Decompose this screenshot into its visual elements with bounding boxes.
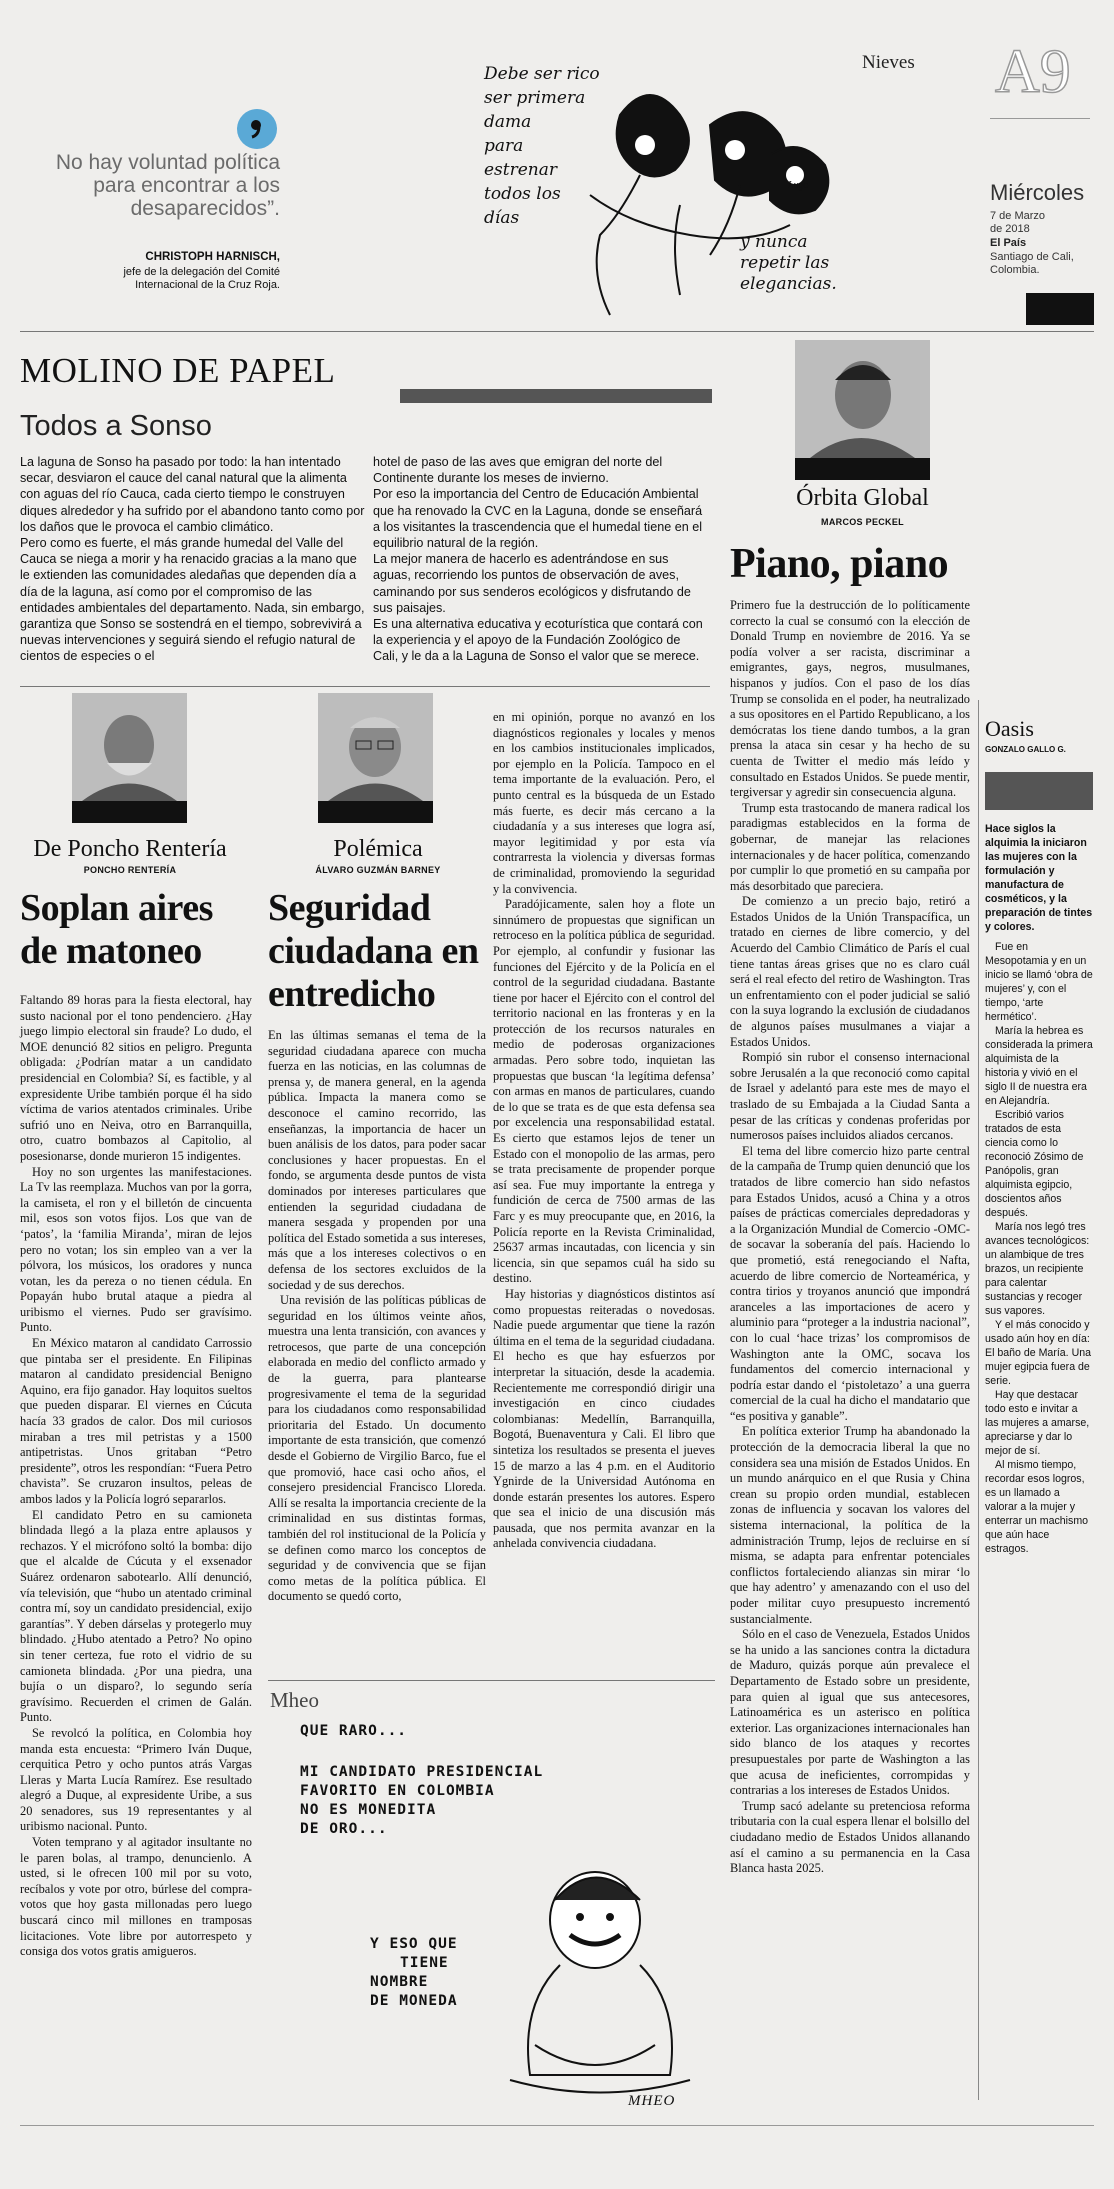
cartoon-line: estrenar [484,160,558,180]
cartoon-left-text [484,62,600,230]
cartoon-line: ser primera [484,88,586,108]
mheo-line: MI CANDIDATO PRESIDENCIAL [300,1764,544,1780]
paragraph: La laguna de Sonso ha pasado por todo: la han intentado secar, desviaron el cauce del canal natural que la alimenta con aguas del río Cauca, cada cierto tiempo le construyen diques alrededor y ha sufrido por el abandono tanto como por los daños que le provoca el cambio climático. [20,455,365,534]
mheo-line: DE MONEDA [370,1993,458,2009]
mheo-line: DE ORO... [300,1821,388,1837]
paragraph: Escribió varios tratados de esta ciencia como lo reconoció Zósimo de Panópolis, gran alquimista egipcio, doscientos años después. [985,1109,1084,1219]
header-date: 7 de Marzo de 2018 [990,210,1046,235]
paragraph: Por eso la importancia del Centro de Educación Ambiental que ha renovado la CVC en la Laguna, donde se enseñará a los visitantes la trascendencia que el humedal tiene en el equilibrio natural de la región. [373,487,703,551]
quote-text: No hay voluntad política para encontrar a los desaparecidos”. [55,151,280,220]
author-photo-guzman [318,693,433,823]
headline-line: Soplan aires [20,887,213,929]
header-rule [990,118,1090,119]
oasis-black-box [985,772,1093,810]
portrait-icon [795,340,930,458]
header-newspaper: El País [990,237,1027,249]
paragraph: En las últimas semanas el tema de la seguridad ciudadana aparece con mucha fuerza en las noticias, en las columnas de prensa y, de manera general, en la agenda pública. Impacta la manera como se desconoce el camino recorrido, las enseñanzas, la importancia de hacer un buen análisis de los datos, para poder sacar conclusiones y hacer propuestas. En el fondo, se argumenta desde puntos de vista dominados por intereses particulares que entienden la seguridad ciudadana de manera sesgada y propenden por una política del Estado sometida a sus intereses, más que a los intereses colectivos o en defensa de los sectores excluidos de la sociedad y de sus derechos. [268,1028,486,1292]
paragraph: En política exterior Trump ha abandonado la protección de la democracia liberal la que no considera sea una misión de Estados Unidos. En un mundo anárquico en el que Rusia y China crean su propio orden mundial, establecen zonas de influencia y socavan los valores del sistema internacional, la política de la administración Trump, lejos de recluirse en sí misma, se adapta para enfrentar potenciales conflictos fortaleciendo alianzas sin mirar ‘lo que hay adentro’ y amenazando con el uso del poder militar cuyo presupuesto incrementó sustancialmente. [730,1424,970,1626]
mheo-line: FAVORITO EN COLOMBIA [300,1783,495,1799]
molino-title-bar [400,389,712,403]
paragraph: en mi opinión, porque no avanzó en los diagnósticos regionales y locales y menos en los cambios institucionales implicados, por ejemplo en la Policía. Tampoco en el tema importante de la evaluación. Pero, el punto central es la búsqueda de un Estado más fuerte, es decir más cercano a la ciudadanía y a sus intereses que logra así, mayor legitimidad y por esta vía contrarresta la violencia y diversas formas de criminalidad, promoviendo la seguridad y la convivencia. [493,710,715,896]
polemica-col2 [493,710,715,1552]
paragraph: Trump sacó adelante su pretenciosa reforma tributaria con la cual espera llenar el bolsillo del ciudadano medio de Estados Unidos allanando así el camino a su permanencia en la Casa Blanca hasta 2025. [730,1798,970,1876]
mheo-line: TIENE [400,1955,449,1971]
oasis-divider [978,700,979,2100]
candidate-caricature [490,1865,710,2100]
mheo-text-2 [370,1935,458,2011]
cartoon-signature: Lugo [788,180,809,191]
cartoon-line: elegancias. [740,274,837,294]
poncho-body [20,993,252,1960]
paragraph: Hay historias y diagnósticos distintos así como propuestas reiteradas o novedosas. Nadie puede argumentar que tiene la razón última en el tema de la seguridad ciudadana. El hecho es que hay esfuerzos por interpretar la situación, desde la academia. Recientemente me correspondió dirigir una investigación en cinco ciudades colombianas: Medellín, Barranquilla, Bogotá, Buenaventura y Cali. El libro que sintetiza los resultados se presenta el jueves 15 de marzo a las 4 p.m. en el Auditorio Ygnirde de la Universidad Autónoma en donde estarán presentes los autores. Espero que sea el inicio de una discusión más pausada, que nos permita avanzar en la anhelada convivencia ciudadana. [493,1286,715,1551]
headline-line: ciudadana en [268,930,479,972]
mheo-divider [268,1680,715,1681]
oasis-author: GONZALO GALLO G. [985,745,1066,754]
molino-col1 [20,454,365,665]
paragraph: María la hebrea es considerada la primera alquimista de la historia y vivió en el siglo II de nuestra era en Alejandría. [985,1025,1093,1107]
paragraph: Voten temprano y al agitador insultante no le paren bolas, al trampo, denuncienlo. A usted, si le ofrecen 100 mil por su voto, recíbalos y vote por otro, búrlese del compra-votos que hoy gasta millonadas pero luego buscará cinco mil millones en tramposas licitaciones. Vote libre por autorrespeto y consiga dos votos gratis amigueros. [20,1835,252,1959]
quote-mark-icon [237,109,277,149]
mheo-line: QUE RARO... [300,1723,408,1739]
paragraph: Paradójicamente, salen hoy a flote un sinnúmero de propuestas que significan un retroceso en la política pública de seguridad. Por ejemplo, al confundir y fusionar las funciones del Ejército y de la Policía en el control de la seguridad ciudadana. Bastante tiene por hacer el Ejército con el control del territorio nacional en las fronteras y en la protección de los recursos naturales en medio de poderosas organizaciones armadas. Pero sobre todo, inquietan las propuestas que buscan ‘la legítima defensa’ con armas en manos de particulares, cuando de lo que se trata es de que esta defensa sea por excelencia una responsabilidad estatal. Es cierto que estamos lejos de tener un Estado con el monopolio de las armas, pero se trata precisamente de propender porque así sea. Fue muy importante la entrega y fundición de cerca de 7500 armas de las Farc y es muy preocupante que, en 2016, la Policía reporte en la Revista Criminalidad, 25637 armas incautadas, con licencia y sin licencia, sin que sepamos cuál ha sido su destino. [493,897,715,1286]
mheo-label: Mheo [270,1688,319,1712]
author-photo-renteria [72,693,187,823]
cartoon-line: Debe ser rico [484,64,600,84]
molino-section-title: MOLINO DE PAPEL [20,351,336,390]
mid-divider [20,686,710,687]
paragraph: El tema del libre comercio hizo parte central de la campaña de Trump quien denunció que los tratados de libre comercio han sido nefastos para Estados Unidos, acusó a China y a otros países de prácticas comerciales depredadoras y a la Organización Mundial de Comercio -OMC- de socavar la soberanía del país. Haciendo lo que prometió, está renegociando el Nafta, acuerdo de libre comercio de Norteamérica, y contra tirios y troyanos anunció que impondrá aranceles a las importaciones de acero y aluminio para “proteger a la industria nacional”, con lo cual ‘hace trizas’ los compromisos de Washington ante la OMC, socava los fundamentos del comercio internacional y podría estar dando el ‘pistoletazo’ a una guerra comercial de la cual ha dicho el mandatario que “es positiva y ganable”. [730,1143,970,1423]
mheo-line: NO ES MONEDITA [300,1802,437,1818]
paragraph: Y el más conocido y usado aún hoy en día: El baño de María. Una mujer egipcia fuera de serie. [985,1319,1091,1387]
paragraph: hotel de paso de las aves que emigran del norte del Continente durante los meses de invierno. [373,455,663,486]
paragraph: Hay que destacar todo esto e invitar a las mujeres a amarse, apreciarse y dar lo mejor de sí. [985,1389,1090,1457]
molino-title: Todos a Sonso [20,410,212,442]
paragraph: Una revisión de las políticas públicas de seguridad en los últimos veinte años, muestra una lenta transición, con avances y retrocesos, que parte de una concepción elaborada en medio del conflicto armado y de la guerra, para plantearse progresivamente el tema de la seguridad para los ciudadanos como responsabilidad prioritaria del Estado. Un documento importante de esta transición, que comenzó desde el Gobierno de Virgilio Barco, fue el que promovió, hace casi ocho años, el consejero presidencial Francisco Lloreda. Allí se resalta la importancia creciente de la criminalidad en sus distintas formas, también del rol institucional de la Policía y se definen como marco los conceptos de seguridad y de convivencia que se fijan como metas de la política pública. El documento se quedó corto, [268,1293,486,1604]
portrait-icon [72,693,187,801]
paragraph: En México mataron al candidato Carrossio que pintaba ser el presidente. En Filipinas mataron al candidato presidencial Benigno Aquino, era fijo ganador. Hay loquitos sueltos que pueden disparar. El viernes en Cúcuta hacía 33 grados de calor. Dos mil curiosos miraban a tres mil petristas y a 1500 antipetristas. Unos gritaban “Petro presidente”, otros les respondían: “Fuera Petro chavista”. Se cruzaron insultos, peleas de ambos lados y la Policía logró separarlos. [20,1336,252,1506]
oasis-column-name: Oasis [985,716,1034,741]
headline-line: Seguridad [268,887,431,929]
poncho-author: PONCHO RENTERÍA [83,865,177,875]
mheo-line: Y ESO QUE [370,1936,458,1952]
orbita-author: MARCOS PECKEL [821,517,904,527]
paragraph: Fue en Mesopotamia y en un inicio se llamó ‘obra de mujeres’ y, con el tiempo, ‘arte hermético’. [985,941,1093,1023]
polemica-headline [268,887,478,1016]
cartoon-line: y nunca [740,232,808,252]
paragraph: Es una alternativa educativa y ecoturística que contará con la experiencia y el apoyo de la Fundación Zoológico de Cali, y le da a la Laguna de Sonso el valor que se merece. [373,617,703,664]
paragraph: Al mismo tiempo, recordar esos logros, es un llamado a valorar a la mujer y enterrar un machismo que aún hace estragos. [985,1459,1089,1555]
poncho-column-name: De Poncho Rentería [33,836,227,862]
portrait-icon [318,693,433,801]
paragraph: De comienzo a un precio bajo, retiró a Estados Unidos de la Unión Transpacífica, un tratado en ciernes de libre comercio, y del Acuerdo del Cambio Climático de París el cual tiene tantas áreas grises que no es claro cuál será el real efecto del retiro de Washington. Tras un enfrentamiento con el poder judicial se salió con la suya logrando la exclusión de ciudadanos de algunos países musulmanes a viajar a Estados Unidos. [730,894,970,1049]
paragraph: Pero como es fuerte, el más grande humedal del Valle del Cauca se niega a morir y ha renacido gracias a la mano que le extienden las comunidades aledañas que dependen día a día de la laguna, así como por el compromiso de las entidades ambientales del departamento. Nada, sin embargo, garantiza que Sonso se sostendrá en el tiempo, sobrevivirá a nuevas intervenciones y seguirá siendo el refugio natural de cientos de especies o el [20,536,365,664]
paragraph: La mejor manera de hacerlo es adentrándose en sus aguas, recorriendo los puntos de observación de aves, caminando por sus senderos ecológicos y disfrutando de sus paisajes. [373,552,691,615]
polemica-author: ÁLVARO GUZMÁN BARNEY [315,865,441,875]
headline-line: de matoneo [20,930,202,972]
mheo-text [300,1722,543,1839]
molino-col2 [373,454,708,665]
cartoon-right-text [740,232,837,295]
cartoon-line: días [484,208,520,228]
header-city: Santiago de Cali, Colombia. [990,251,1074,276]
polemica-column-name: Polémica [333,836,423,862]
bottom-rule [20,2125,1094,2126]
page-number: A9 [995,38,1071,106]
paragraph: Primero fue la destrucción de lo políticamente correcto la cual se consumó con la elección de Donald Trump en noviembre de 2016. Ya se podía volver a ser racista, discriminar a emigrantes, gays, negros, musulmanes, hispanos y judíos. Con el paso de los días Trump se consolida en el poder, ha neutralizado a sus opositores en el Partido Republicano, a los demócratas los tiene dando tumbos, a la gran prensa la ataca sin cesar y ha hecho de su cuenta de Twitter el medio más leído y consultado en Estados Unidos. Se puede mentir, tergiversar y agredir sin consecuencia alguna. [730,598,970,800]
cartoon-line: repetir las [740,253,830,273]
author-photo-peckel [795,340,930,480]
paragraph: Hoy no son urgentes las manifestaciones. La Tv las reemplaza. Muchos van por la gorra, la camiseta, el ron y el billetón de cincuenta mil, esos son votos fijos. Los que van de ‘patos’, la ‘familia Miranda’, miran de lejos pero no votan; los sin empleo van a ver la pólvora, los músicos, los oradores y nunca votan, les da pereza o no tienen cédula. En Popayán hubo brutal ataque a piedra al uribismo el viernes. Pudo ser gravísimo. Punto. [20,1164,252,1335]
header-day: Miércoles [990,180,1085,205]
orbita-headline: Piano, piano [730,541,949,587]
poncho-headline [20,887,213,973]
quote-author: CHRISTOPH HARNISCH, [145,251,280,263]
orbita-column-name: Órbita Global [796,485,929,511]
paragraph: Rompió sin rubor el consenso internacional sobre Jerusalén a la que reconoció como capital de Israel y adelantó para este mes de mayo el traslado de su Embajada a la Ciudad Santa a pesar de las críticas y condenas proferidas por numerosos países incluidos aliados cercanos. [730,1050,970,1143]
mheo-signature: MHEO [628,2093,676,2109]
paragraph: El candidato Petro en su camioneta blindada llegó a la plaza entre aplausos y rechazos. Y el micrófono soltó la bomba: dijo que el alcalde de Cúcuta y el exsenador Suárez ordenaron sabotearlo. Allí denunció, vía televisión, que “hubo un atentado criminal contra mí, soy un candidato presidencial, exijo garantías”. Y deben dárselas y protegerlo muy blindado. ¿Hubo atentado a Petro? No opino sin tener certeza, fue roto el vidrio de su camioneta blindada. ¿Por una piedra, una bujía o un disparo?, lo segundo sería gravísimo. Recuerden el crimen de Galán. Punto. [20,1507,252,1725]
mheo-cartoon-figure [490,1865,710,2100]
paragraph: Sólo en el caso de Venezuela, Estados Unidos se ha unido a las sanciones contra la dictadura de Maduro, quizás porque aún prevalece el Departamento de Estado sobre un presidente, para quien al igual que sus antecesores, Latinoamérica es un asterisco en política exterior. Las organizaciones internacionales han sido blanco de los ataques y recortes presupuestales por parte de Washington a las que acusa de ineficientes, corrompidas y contrarias a los intereses de Estados Unidos. [730,1627,970,1798]
oasis-body [985,822,1093,1556]
paragraph: María nos legó tres avances tecnológicos: un alambique de tres brazos, un recipiente para calentar sustancias y recoger sus vapores. [985,1221,1090,1317]
polemica-col1 [268,1028,486,1605]
oasis-lead: Hace siglos la alquimia la iniciaron las mujeres con la formulación y manufactura de cosméticos, y la preparación de tintes y colores. [985,823,1093,933]
section-name: Nieves [862,52,915,73]
paragraph: Se revolcó la política, en Colombia hoy manda esta encuesta: “Primero Iván Duque, cerquitica Petro y ocho puntos atrás Vargas Lleras y Marta Lucía Ramírez. Ese resultado alegró a Duque, al expresidente Uribe, a sus 20 senadores, sus 19 representantes y al uribismo nacional. Punto. [20,1725,252,1834]
quote-author-role: jefe de la delegación del Comité Internacional de la Cruz Roja. [123,266,280,291]
paragraph: Trump esta trastocando de manera radical los paradigmas establecidos en la forma de gobernar, de manejar las relaciones internacionales y de hacer política, comenzando por cumplir lo que prometió en su campaña por más desorbitado que pareciera. [730,800,970,893]
mheo-line: NOMBRE [370,1974,429,1990]
top-divider [20,331,1094,332]
headline-line: entredicho [268,973,436,1015]
cartoon-line: dama [484,112,532,132]
quote-icon [237,109,277,149]
cartoon-line: para [484,136,524,156]
cartoon-line: todos los [484,184,561,204]
header-black-box [1026,293,1094,325]
orbita-body [730,598,970,1877]
paragraph: Faltando 89 horas para la fiesta electoral, hay susto nacional por el tono pendenciero. ¿Hay juego limpio electoral sin fraude? Lo dudo, el MOE denunció 82 sitios en peligro. Pregunta obligada: ¿Podrían matar a un candidato presidencial en Colombia? Sí, es factible, y al expresidente Uribe también porque él ha sido víctima de varios atentados criminales. Uribe sufrió uno en Neiva, otro en Barranquilla, otro, cuatro bombazos al Capitolio, al posesionarse, donde murieron 15 indigentes. [20,993,252,1163]
